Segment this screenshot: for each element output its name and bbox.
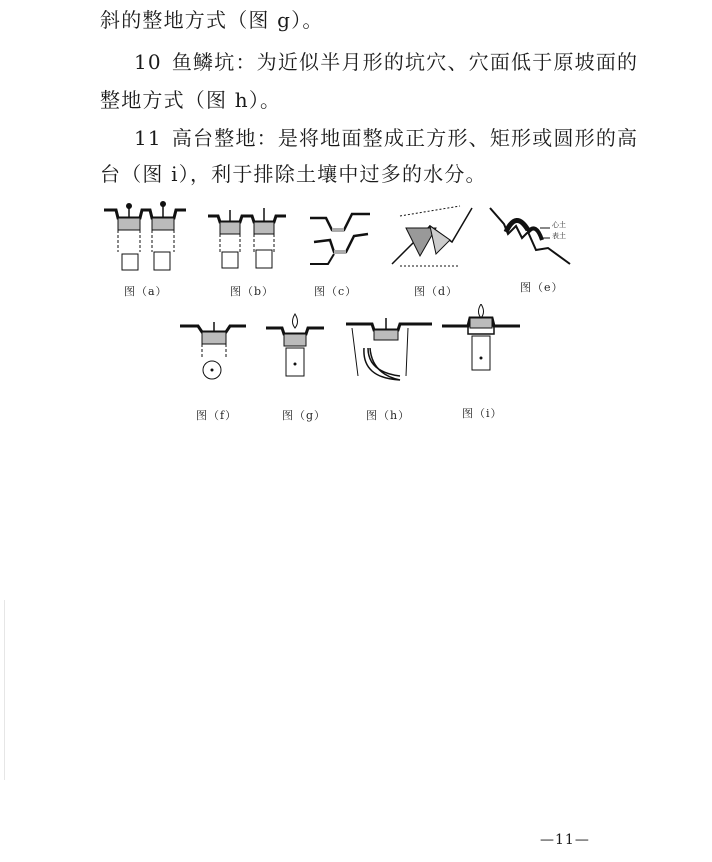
figure-f-caption: 图（f） bbox=[196, 409, 238, 422]
item-11 bbox=[134, 126, 638, 150]
figure-f-illustration bbox=[178, 318, 248, 386]
figure-a-caption: 图（a） bbox=[124, 285, 168, 298]
figure-g-illustration bbox=[264, 312, 326, 384]
item-10-text: 鱼鳞坑：为近似半月形的坑穴、穴面低于原坡面的 bbox=[171, 50, 639, 74]
figure-b-caption: 图（b） bbox=[230, 285, 275, 298]
page-number: —11— bbox=[540, 832, 590, 848]
figure-h-illustration bbox=[344, 318, 434, 386]
item-11-text: 高台整地：是将地面整成正方形、矩形或圆形的高 bbox=[171, 126, 639, 150]
figure-c-caption: 图（c） bbox=[314, 285, 358, 298]
paragraph-line: 斜的整地方式（图 g）。 bbox=[100, 8, 324, 32]
figure-a-illustration bbox=[104, 198, 186, 278]
item-10-number: 10 bbox=[134, 50, 162, 74]
figure-e-caption: 图（e） bbox=[520, 281, 564, 294]
figure-c-illustration bbox=[308, 208, 372, 272]
figure-h-caption: 图（h） bbox=[366, 409, 411, 422]
item-11-number: 11 bbox=[134, 126, 162, 150]
item-10 bbox=[134, 50, 638, 74]
figure-i-illustration bbox=[440, 304, 522, 380]
figure-e-label-top: 心土 bbox=[552, 221, 566, 229]
figure-g-caption: 图（g） bbox=[282, 409, 327, 422]
figure-d-caption: 图（d） bbox=[414, 285, 459, 298]
figure-b-illustration bbox=[208, 204, 286, 280]
scan-edge bbox=[4, 600, 5, 780]
item-11-continuation: 台（图 i），利于排除土壤中过多的水分。 bbox=[100, 162, 487, 186]
figure-e-label-bottom: 表土 bbox=[552, 232, 566, 240]
item-10-continuation: 整地方式（图 h）。 bbox=[100, 88, 282, 112]
figure-i-caption: 图（i） bbox=[462, 407, 503, 420]
figure-e-illustration bbox=[488, 204, 574, 274]
figure-d-illustration bbox=[390, 202, 476, 274]
